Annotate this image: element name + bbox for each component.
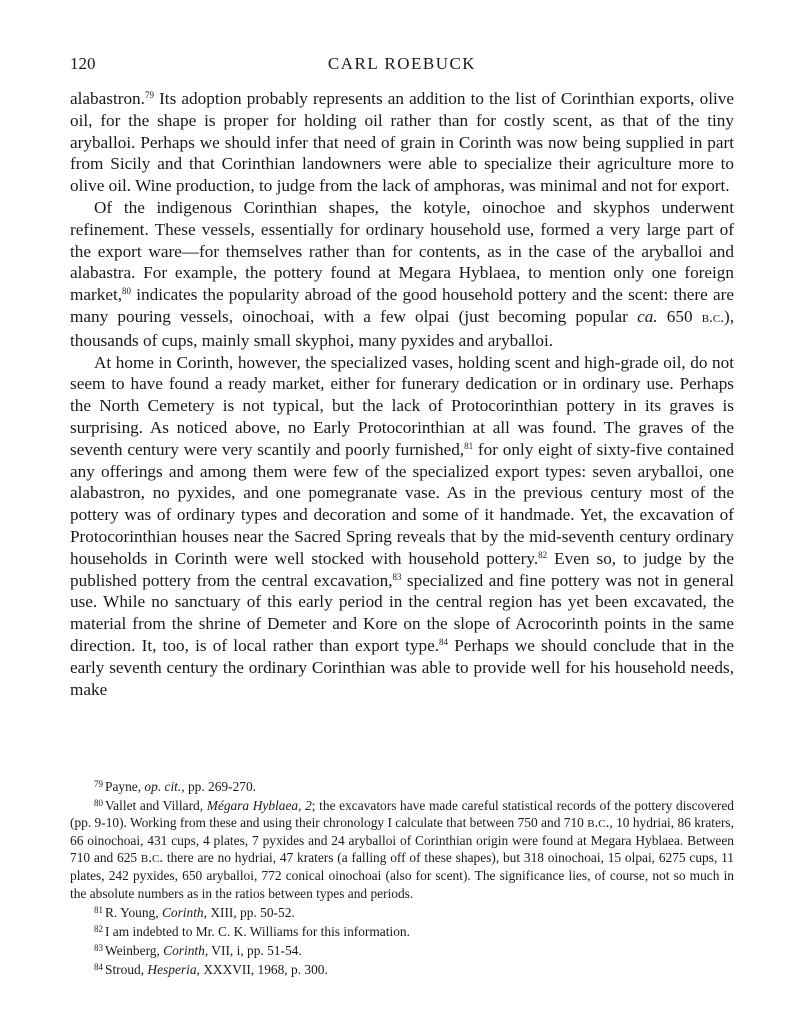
text-span: VII, i, pp. 51-54. (208, 942, 302, 958)
text-span: Payne, (105, 779, 145, 794)
footnote-number: 83 (94, 942, 103, 953)
footnote-79 (70, 776, 734, 795)
paragraph-2 (70, 197, 734, 352)
text-span: , 10 hydriai, 86 kraters, 66 oinochoai, 431 cups, 4 plates, 7 pyxides and 24 aryballoi of Corinthian origin were found at Megara Hyblaea. Between 710 and 625 (70, 815, 734, 866)
footnote-82 (70, 921, 734, 940)
text-span: ), thousands of cups, mainly small skyphoi, many pyxides and aryballoi. (70, 306, 734, 350)
page-header (70, 54, 734, 76)
page-number: 120 (70, 54, 96, 73)
italic-text: Corinth, (163, 942, 209, 958)
text-span: Weinberg, (105, 942, 164, 958)
text-span: pp. 269-270. (184, 779, 257, 794)
text-span: Stroud, (105, 961, 148, 977)
text-span: there are no hydriai, 47 kraters (a falling off of these shapes), but 318 oinochoai, 15 olpai, 6275 cups, 11 plates, 242 pyxides, 650 aryballoi, 772 conical oinochoai (also for scent). The significance lies, of course, not so much in the absolute numbers as in the ratios between types and periods. (70, 850, 734, 901)
italic-text: ca. (637, 306, 658, 326)
footnote-number: 80 (94, 798, 103, 809)
text-span: indicates the popularity abroad of the good household pottery and the scent: there are many pouring vessels, oinochoai, with a few olpai (just becoming popular (70, 285, 734, 326)
italic-text: Corinth, (161, 904, 207, 920)
footnote-ref-79[interactable]: 79 (144, 90, 154, 100)
footnote-ref-84[interactable]: 84 (439, 636, 449, 647)
text-span: R. Young, (105, 904, 162, 920)
footnote-ref-82[interactable]: 82 (538, 549, 548, 560)
italic-text: Hesperia, (147, 961, 200, 977)
paragraph-3 (70, 352, 734, 701)
text-span: XXXVII, 1968, p. 300. (199, 961, 328, 977)
running-head: CARL ROEBUCK (327, 54, 477, 73)
footnote-84 (70, 959, 734, 978)
text-span: Perhaps we should conclude that in the early seventh century the ordinary Corinthian was able to provide well for his household needs, make (70, 635, 734, 699)
small-caps-text: b.c. (587, 815, 610, 832)
footnote-number: 84 (94, 961, 103, 972)
text-span: At home in Corinth, however, the specialized vases, holding scent and high-grade oil, do not seem to have found a ready market, either for funerary dedication or in ordinary use. Perhaps the North Cemetery is not typical, but the lack of Protocorinthian pottery in its graves is surprising. As noticed above, no Early Protocorinthian at all was found. The graves of the seventh century were very scantily and poorly furnished, (70, 352, 734, 459)
italic-text: Mégara Hyblaea, 2 (206, 798, 312, 814)
text-span: Even so, to judge by the published pottery from the central excavation, (70, 548, 734, 590)
footnote-ref-83[interactable]: 83 (392, 571, 402, 582)
text-span: Vallet and Villard, (105, 798, 207, 814)
text-span: Of the indigenous Corinthian shapes, the kotyle, oinochoe and skyphos underwent refinement. These vessels, essentially for ordinary household use, formed a very large part of the export ware—for themselves rather than for contents, as in the case of the aryballoi and alabastra. For example, the pottery found at Megara Hyblaea, to mention only one foreign market, (70, 197, 734, 305)
small-caps-text: b.c. (140, 850, 164, 867)
text-span: 650 (657, 306, 702, 326)
footnote-number: 81 (94, 904, 103, 915)
italic-text: op. cit., (144, 779, 185, 794)
text-span: Its adoption probably represents an addition to the list of Corinthian exports, olive oil, for the shape is proper for holding oil rather than for costly scent, as that of the tiny aryballoi. Perhaps we should infer that need of grain in Corinth was now being supplied in part from Sicily and that Corinthian landowners were able to specialize their agriculture more to olive oil. Wine production, to judge from the lack of amphoras, was minimal and not for export. (70, 89, 734, 196)
text-span: ; the excavators have made careful statistical records of the pottery discovered (pp. 9-10). Working from these and using their chronology I calculate that between 750 and 710 (70, 798, 734, 831)
footnote-81 (70, 902, 734, 921)
footnote-ref-80[interactable]: 80 (122, 286, 132, 297)
footnote-83 (70, 940, 734, 959)
text-span: I am indebted to Mr. C. K. Williams for this information. (105, 923, 410, 939)
main-text (70, 88, 734, 700)
text-span: XIII, pp. 50-52. (206, 904, 295, 920)
footnote-number: 82 (94, 923, 103, 934)
text-span: for only eight of sixty-five contained any offerings and among them were few of the specialized export types: seven aryballoi, one alabastron, no pyxides, and one pomegranate vase. As in the previous century most of the pottery was of ordinary types and decoration and some of it handmade. Yet, the excavation of Protocorinthian houses near the Sacred Spring reveals that by the mid-seventh century ordinary households in Corinth were well stocked with household pottery. (70, 439, 734, 568)
footnote-number: 79 (94, 779, 103, 789)
footnote-80 (70, 795, 734, 902)
footnote-ref-81[interactable]: 81 (464, 440, 474, 451)
text-span: specialized and fine pottery was not in general use. While no sanctuary of this early period in the central region has yet been excavated, the material from the shrine of Demeter and Kore on the slope of Acrocorinth points in the same direction. It, too, is of local rather than export type. (70, 570, 735, 655)
footnotes (70, 776, 734, 978)
text-span: alabastron. (70, 89, 145, 108)
small-caps-text: b.c. (701, 309, 724, 326)
paragraph-1 (70, 88, 734, 197)
